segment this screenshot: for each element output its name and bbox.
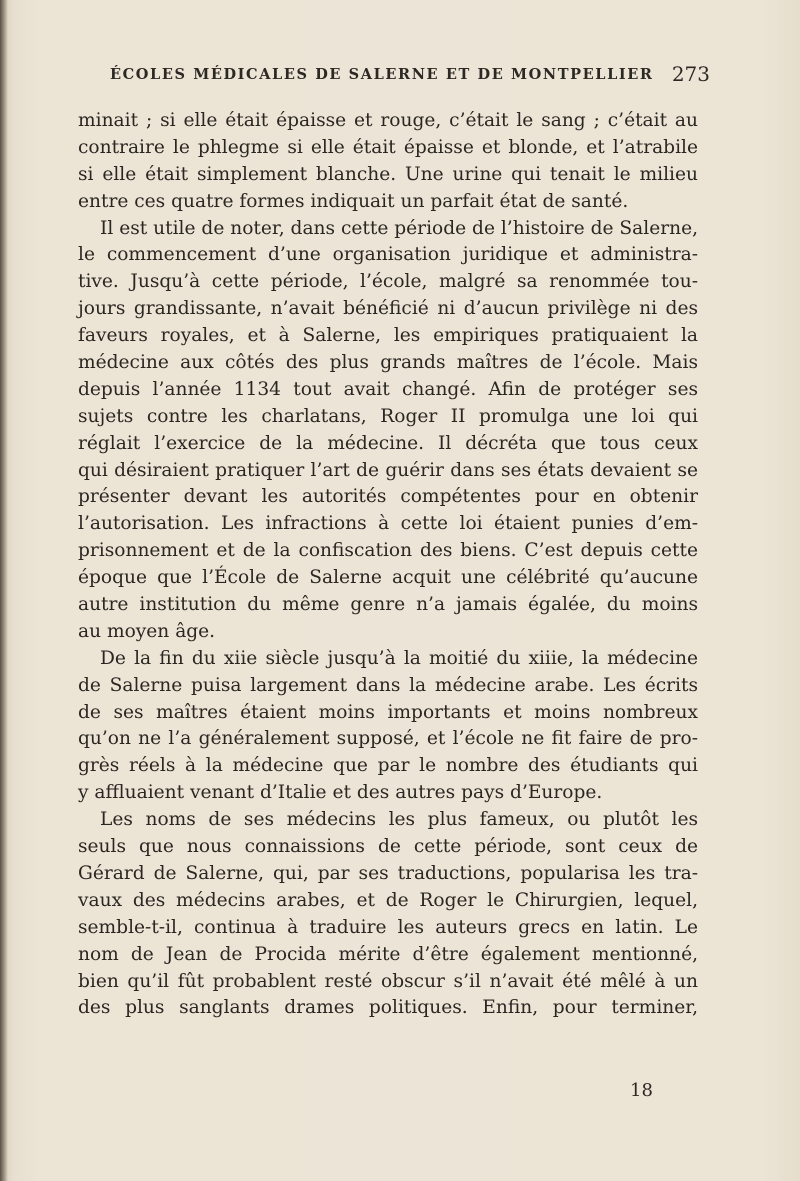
body-text	[78, 108, 698, 1022]
text-line: De la fin du xiie siècle jusqu’à la moitié du xiiie, la médecine	[100, 647, 698, 669]
text-line: contraire le phlegme si elle était épaisse et blonde, et l’atrabile	[78, 136, 698, 158]
text-line: l’autorisation. Les infractions à cette loi étaient punies d’em-	[78, 513, 698, 535]
text-line: vaux des médecins arabes, et de Roger le Chirurgien, lequel,	[78, 889, 698, 911]
text-line: de ses maîtres étaient moins importants et moins nombreux	[78, 701, 698, 723]
text-line: si elle était simplement blanche. Une urine qui tenait le milieu	[78, 163, 698, 185]
text-line: Les noms de ses médecins les plus fameux, ou plutôt les	[100, 809, 698, 831]
text-line: nom de Jean de Procida mérite d’être également mentionné,	[78, 943, 698, 965]
signature-mark: 18	[630, 1080, 653, 1101]
text-line: minait ; si elle était épaisse et rouge, c’était le sang ; c’était au	[78, 110, 698, 131]
text-line: faveurs royales, et à Salerne, les empiriques pratiquaient la	[78, 325, 698, 347]
text-line: qu’on ne l’a généralement supposé, et l’école ne fit faire de pro-	[78, 728, 698, 750]
text-line: au moyen âge.	[78, 620, 216, 642]
text-line: Gérard de Salerne, qui, par ses traductions, popularisa les tra-	[78, 862, 698, 884]
text-line: des plus sanglants drames politiques. Enfin, pour terminer,	[78, 997, 698, 1019]
running-head	[110, 62, 710, 92]
text-line: époque que l’École de Salerne acquit une célébrité qu’aucune	[78, 567, 698, 589]
binding-edge	[0, 0, 8, 1181]
running-title: ÉCOLES MÉDICALES DE SALERNE ET DE MONTPELLIER	[110, 66, 654, 83]
text-line: jours grandissante, n’avait bénéficié ni d’aucun privilège ni des	[78, 298, 698, 320]
text-line: grès réels à la médecine que par le nombre des étudiants qui	[78, 755, 698, 777]
text-line: y affluaient venant d’Italie et des autres pays d’Europe.	[78, 782, 603, 804]
text-line: médecine aux côtés des plus grands maîtres de l’école. Mais	[78, 352, 698, 374]
text-line: qui désiraient pratiquer l’art de guérir dans ses états devaient se	[78, 459, 698, 481]
page-number: 273	[671, 62, 710, 86]
text-line: sujets contre les charlatans, Roger II promulga une loi qui	[78, 405, 698, 427]
text-line: Il est utile de noter, dans cette période de l’histoire de Salerne,	[100, 217, 698, 239]
text-line: présenter devant les autorités compétentes pour en obtenir	[78, 486, 698, 508]
text-line: entre ces quatre formes indiquait un parfait état de santé.	[78, 190, 629, 212]
text-line: bien qu’il fût probablent resté obscur s’il n’avait été mêlé à un	[78, 970, 698, 992]
text-line: autre institution du même genre n’a jamais égalée, du moins	[78, 594, 698, 616]
text-line: semble-t-il, continua à traduire les auteurs grecs en latin. Le	[78, 916, 698, 938]
text-line: le commencement d’une organisation juridique et administra-	[78, 244, 698, 266]
text-line: réglait l’exercice de la médecine. Il décréta que tous ceux	[78, 432, 698, 454]
text-line: seuls que nous connaissions de cette période, sont ceux de	[78, 836, 698, 858]
text-line: depuis l’année 1134 tout avait changé. Afin de protéger ses	[78, 378, 698, 400]
text-line: tive. Jusqu’à cette période, l’école, malgré sa renommée tou-	[78, 271, 698, 293]
text-line: de Salerne puisa largement dans la médecine arabe. Les écrits	[78, 674, 698, 696]
text-line: prisonnement et de la confiscation des biens. C’est depuis cette	[78, 540, 698, 562]
